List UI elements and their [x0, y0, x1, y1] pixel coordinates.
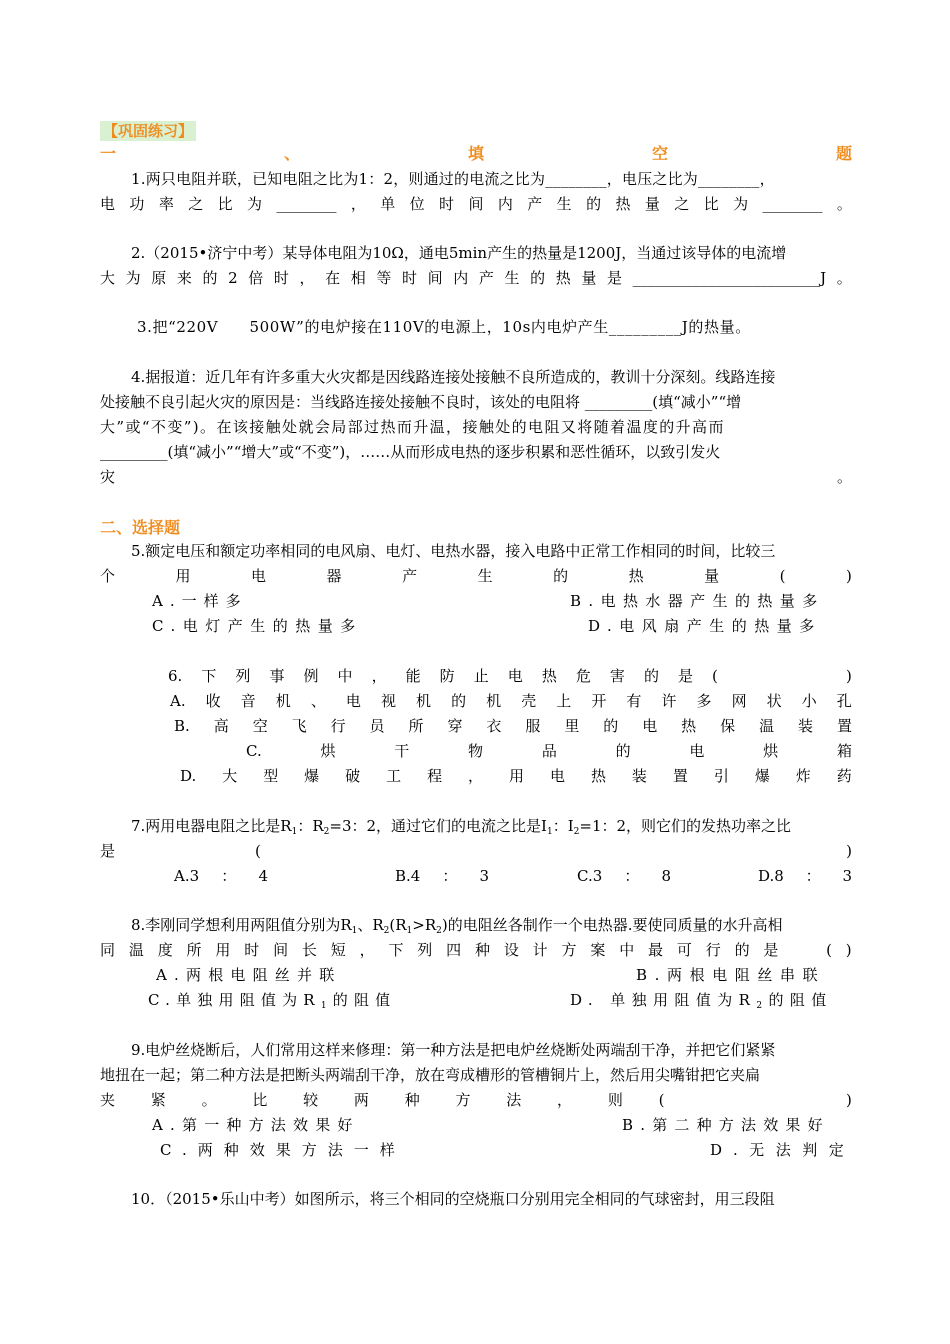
question-6-option-b: B. 高 空 飞 行 员 所 穿 衣 服 里 的 电 热 保 温 装 置	[174, 717, 852, 735]
question-9-line-1: 9.电炉丝烧断后，人们常用这样来修理：第一种方法是把电炉丝烧断处两端刮干净，并把它们紧紧	[131, 1041, 776, 1059]
question-4-line-3: 大”或“不变”)。在该接触处就会局部过热而升温，接触处的电阻又将随着温度的升高而	[100, 418, 725, 436]
question-7-option-c: C.3 ： 8	[577, 867, 671, 885]
question-6-option-a: A. 收 音 机 、 电 视 机 的 机 壳 上 开 有 许 多 网 状 小 孔	[170, 692, 852, 710]
question-10-line-1: 10．（2015•乐山中考）如图所示，将三个相同的空烧瓶口分别用完全相同的气球密封，用三段阻	[131, 1190, 775, 1208]
question-7-line-2: 是 ( )	[100, 842, 852, 860]
question-8-option-b: B.两根电阻丝串联	[636, 966, 826, 984]
question-5-line-2: 个 用 电 器 产 生 的 热 量 ( )	[100, 567, 852, 585]
question-1-line-1: 1.两只电阻并联，已知电阻之比为1：2，则通过的电流之比为________，电压之比为________，	[131, 170, 775, 188]
question-9-option-a: A.第一种方法效果好	[152, 1116, 360, 1134]
question-4-line-4: _________(填“减小”“增大”或“不变”)，……从而形成电热的逐步积累和恶性循环，以致引发火	[100, 443, 721, 461]
question-4-line-1: 4.据报道：近几年有许多重大火灾都是因线路连接处接触不良所造成的，教训十分深刻。线路连接	[131, 368, 776, 386]
section-tag: 【巩固练习】	[100, 121, 196, 141]
question-9-option-d: D.无法判定	[710, 1141, 856, 1159]
question-5-option-b: B.电热水器产生的热量多	[570, 592, 825, 610]
question-9-option-c: C.两种效果方法一样	[160, 1141, 406, 1159]
question-8-line-1: 8.李刚同学想利用两阻值分别为$R_1$、$R_2(R_1>R_2)$的电阻丝各制作一个电热器.要使同质量的水升高相	[131, 916, 783, 936]
question-8-option-a: A.两根电阻丝并联	[156, 966, 342, 984]
question-8-option-d: D. 单独用阻值为$R_2$的阻值	[570, 991, 833, 1011]
question-4-line-5: 灾 。	[100, 468, 852, 486]
question-7-line-1: 7.两用电器电阻之比是$R_1$：$R_2=3$：2，通过它们的电流之比是$I_1$：$I_2=1$：2，则它们的发热功率之比	[131, 817, 792, 837]
section-heading-fill-blank: 一 、 填 空 题	[100, 144, 852, 163]
question-2-line-1: 2.（2015•济宁中考）某导体电阻为10Ω，通电5min产生的热量是1200J，当通过该导体的电流增	[131, 244, 787, 262]
question-5-line-1: 5.额定电压和额定功率相同的电风扇、电灯、电热水器，接入电路中正常工作相同的时间，比较三	[131, 542, 776, 560]
question-8-option-c: C.单独用阻值为$R_1$的阻值	[148, 991, 397, 1011]
question-7-option-b: B.4 ： 3	[395, 867, 489, 885]
question-3: 3.把“220V 500W”的电炉接在110V的电源上，10s内电炉产生_________J的热量。	[137, 318, 751, 336]
question-4-line-2: 处接触不良引起火灾的原因是：当线路连接处接触不良时，该处的电阻将 _________(填“减小”“增	[100, 393, 742, 411]
question-6-stem: 6. 下 列 事 例 中 ， 能 防 止 电 热 危 害 的 是 ( )	[168, 667, 852, 685]
question-5-option-c: C.电灯产生的热量多	[152, 617, 363, 635]
question-7-option-a: A.3 ： 4	[174, 867, 268, 885]
question-7-option-d: D.8 ： 3	[758, 867, 852, 885]
question-6-option-d: D. 大 型 爆 破 工 程 ， 用 电 热 装 置 引 爆 炸 药	[180, 767, 852, 785]
question-6-option-c: C. 烘 干 物 品 的 电 烘 箱	[246, 742, 852, 760]
question-9-line-2: 地扭在一起；第二种方法是把断头两端刮干净，放在弯成槽形的管槽铜片上，然后用尖嘴钳把它夹扁	[100, 1066, 761, 1084]
question-1-line-2: 电 功 率 之 比 为 ________ ， 单 位 时 间 内 产 生 的 热 量 之 比 为 ________ 。	[100, 195, 852, 213]
question-5-option-a: A.一样多	[152, 592, 248, 610]
question-9-line-3: 夹 紧 。 比 较 两 种 方 法 ， 则 ( )	[100, 1091, 852, 1109]
question-5-option-d: D.电风扇产生的热量多	[588, 617, 822, 635]
section-heading-multiple-choice: 二、选择题	[100, 518, 181, 537]
question-8-line-2: 同 温 度 所 用 时 间 长 短 ， 下 列 四 种 设 计 方 案 中 最 可 行 的 是 ( )	[100, 941, 852, 959]
question-9-option-b: B.第二种方法效果好	[622, 1116, 830, 1134]
question-2-line-2: 大 为 原 来 的 2 倍 时 ， 在 相 等 时 间 内 产 生 的 热 量 是 _________________________J 。	[100, 269, 852, 287]
